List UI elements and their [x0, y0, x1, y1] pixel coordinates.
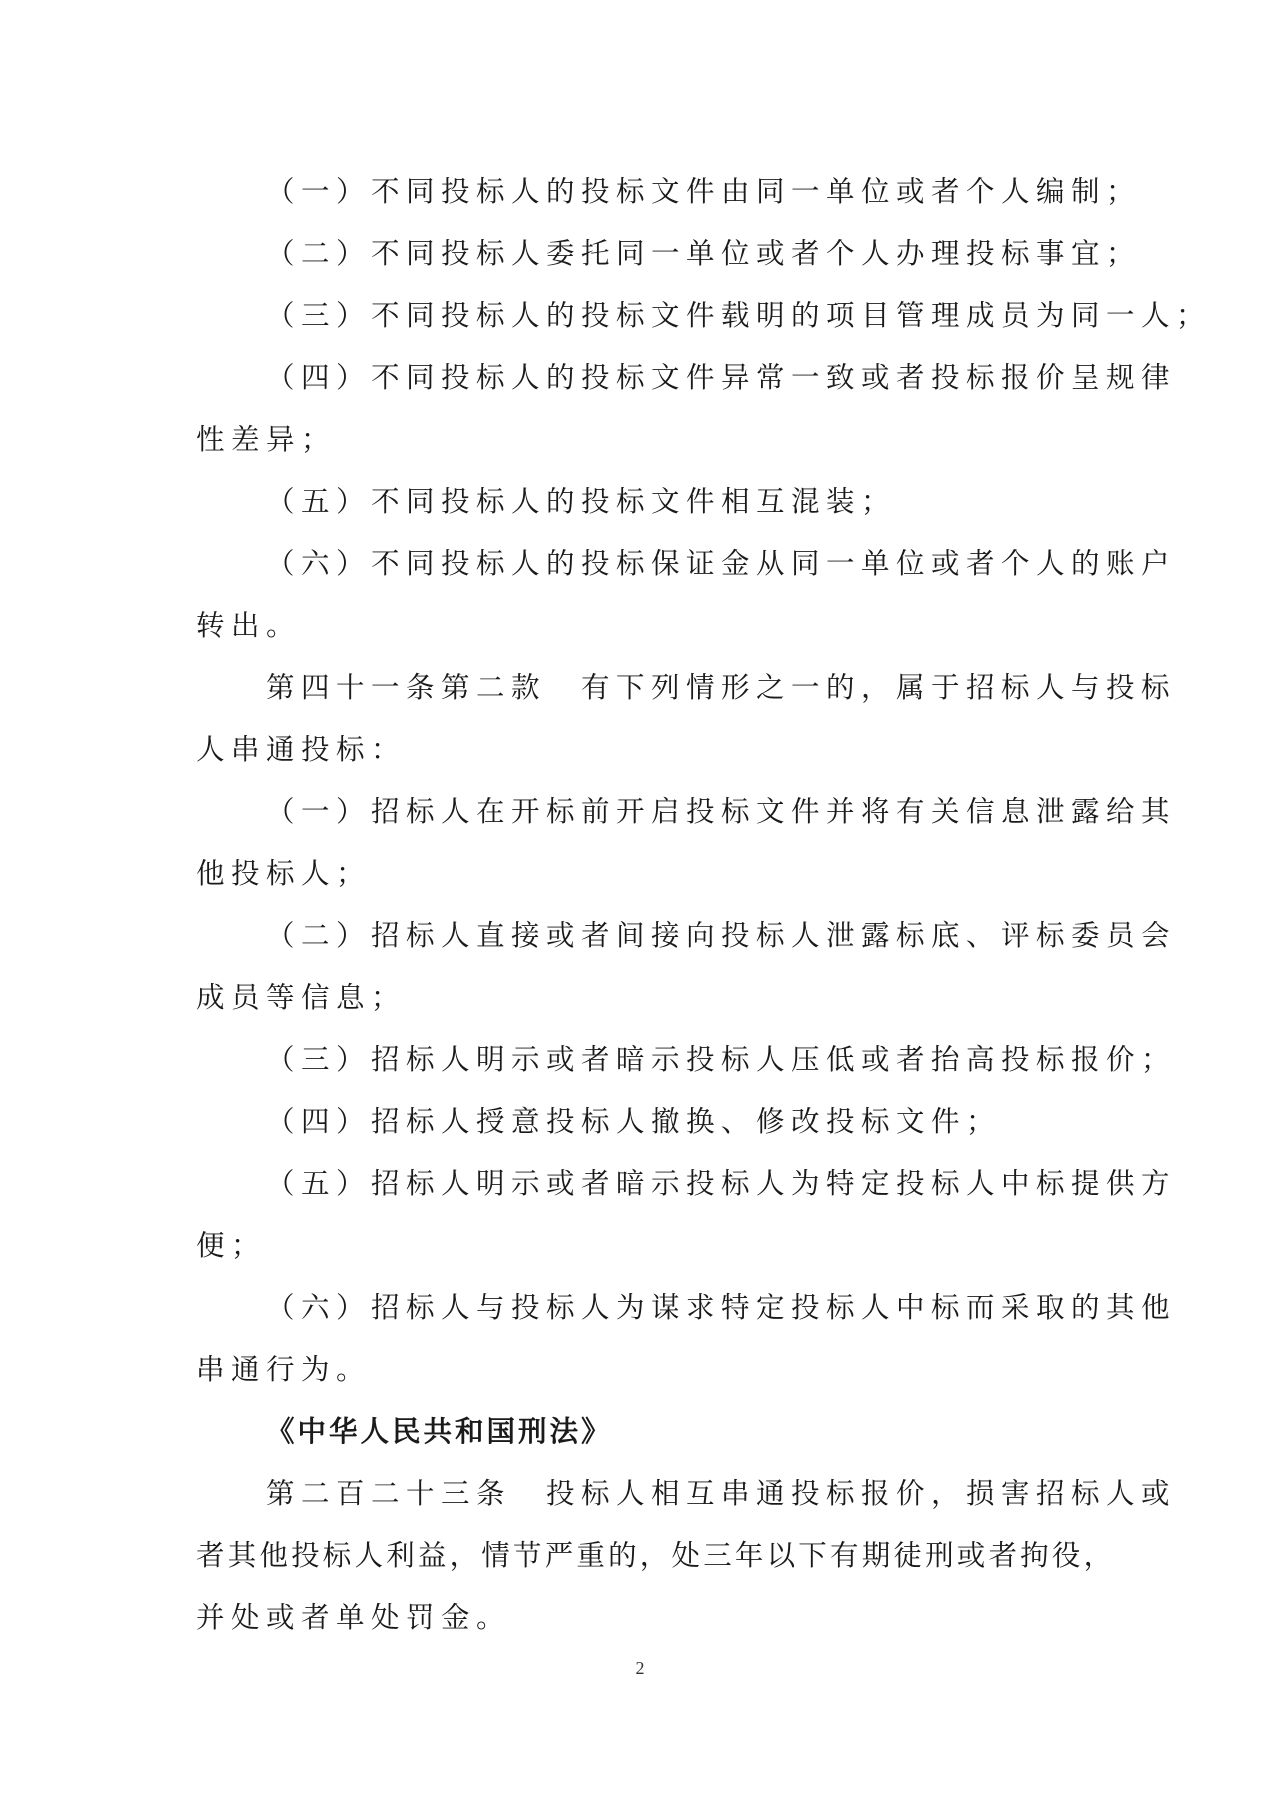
- criminal-law-heading: 《中华人民共和国刑法》: [266, 1415, 613, 1448]
- page-number: 2: [635, 1658, 645, 1678]
- collusion-item-2: （二）招标人直接或者间接向投标人泄露标底、评标委员会: [266, 919, 1177, 952]
- clause-item-4-cont: 性差异；: [196, 423, 337, 456]
- clause-item-3: （三）不同投标人的投标文件载明的项目管理成员为同一人；: [266, 299, 1212, 332]
- collusion-item-6: （六）招标人与投标人为谋求特定投标人中标而采取的其他: [266, 1291, 1177, 1324]
- clause-item-6: （六）不同投标人的投标保证金从同一单位或者个人的账户: [266, 547, 1177, 580]
- article-41-para-2: 第四十一条第二款 有下列情形之一的，属于招标人与投标: [266, 671, 1177, 704]
- article-223: 第二百二十三条 投标人相互串通投标报价，损害招标人或: [266, 1477, 1177, 1510]
- collusion-item-5: （五）招标人明示或者暗示投标人为特定投标人中标提供方: [266, 1167, 1177, 1200]
- collusion-item-1-cont: 他投标人；: [196, 857, 372, 890]
- clause-item-5: （五）不同投标人的投标文件相互混装；: [266, 485, 897, 518]
- collusion-item-2-cont: 成员等信息；: [196, 981, 407, 1014]
- collusion-item-5-cont: 便；: [196, 1229, 267, 1262]
- article-41-para-2-cont: 人串通投标：: [196, 733, 407, 766]
- article-223-cont-2: 并处或者单处罚金。: [196, 1601, 512, 1634]
- clause-item-6-cont: 转出。: [196, 609, 302, 642]
- collusion-item-1: （一）招标人在开标前开启投标文件并将有关信息泄露给其: [266, 795, 1177, 828]
- collusion-item-3: （三）招标人明示或者暗示投标人压低或者抬高投标报价；: [266, 1043, 1177, 1076]
- clause-item-1: （一）不同投标人的投标文件由同一单位或者个人编制；: [266, 175, 1142, 208]
- clause-item-2: （二）不同投标人委托同一单位或者个人办理投标事宜；: [266, 237, 1142, 270]
- clause-item-4: （四）不同投标人的投标文件异常一致或者投标报价呈规律: [266, 361, 1177, 394]
- collusion-item-4: （四）招标人授意投标人撤换、修改投标文件；: [266, 1105, 1002, 1138]
- article-223-cont-1: 者其他投标人利益，情节严重的，处三年以下有期徒刑或者拘役，: [196, 1539, 1116, 1572]
- collusion-item-6-cont: 串通行为。: [196, 1353, 372, 1386]
